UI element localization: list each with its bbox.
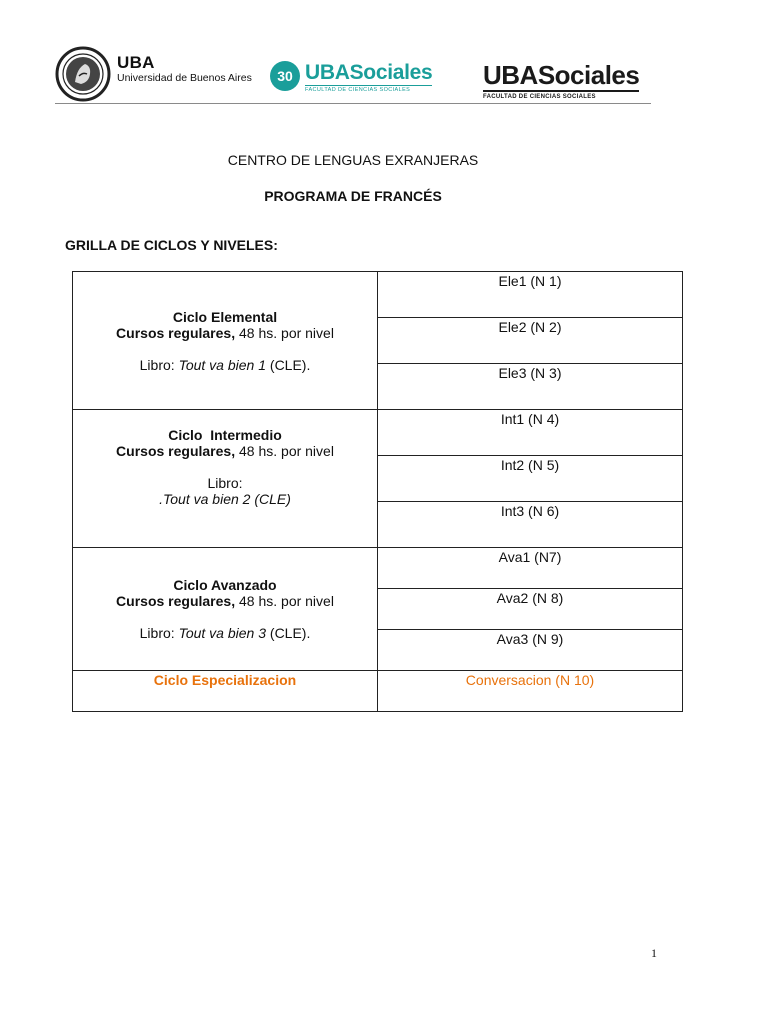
courses-line: Cursos regulares, 48 hs. por nivel (116, 593, 334, 609)
level-cell: Ele1 (N 1) (378, 272, 683, 318)
cycle-elemental-cell (73, 272, 378, 410)
uba-subtitle: Universidad de Buenos Aires (117, 72, 252, 84)
book-label: Libro: (207, 474, 243, 491)
book-title: .Tout va bien 2 (CLE) (159, 490, 291, 507)
level-cell: Int2 (N 5) (378, 456, 683, 502)
courses-line: Cursos regulares, 48 hs. por nivel (116, 442, 334, 459)
level-cell: Ele2 (N 2) (378, 318, 683, 364)
cycle-title: Ciclo Intermedio (168, 426, 282, 443)
cycle-title: Ciclo Elemental (172, 308, 278, 325)
anniversary-number: 30 (277, 68, 293, 84)
level-cell: Ele3 (N 3) (378, 364, 683, 410)
courses-line: Cursos regulares, 48 hs. por nivel (116, 324, 334, 341)
cycle-avanzado-cell (73, 548, 378, 671)
uba-logo-text (117, 54, 252, 85)
level-cell: Conversacion (N 10) (378, 671, 683, 712)
uba-name: UBA (117, 53, 155, 72)
level-cell: Ava2 (N 8) (378, 589, 683, 630)
levels-grid-table (72, 271, 683, 712)
program-title: PROGRAMA DE FRANCÉS (264, 188, 442, 204)
uba-sociales-black-logo (483, 62, 639, 101)
level-cell: Ava1 (N7) (378, 548, 683, 589)
book-line: Libro: Tout va bien 3 (CLE). (139, 625, 311, 641)
uba-sociales-teal-logo (305, 62, 432, 94)
sociales-teal-subtitle: FACULTAD DE CIENCIAS SOCIALES (305, 85, 432, 94)
uba-seal-logo (55, 46, 111, 102)
header-divider (55, 103, 651, 104)
sociales-teal-name: UBASociales (305, 61, 433, 84)
document-title: CENTRO DE LENGUAS EXRANJERAS (227, 152, 479, 168)
cycle-title: Ciclo Especializacion (153, 672, 297, 688)
page-number: 1 (651, 946, 657, 960)
letterhead (55, 40, 651, 104)
level-cell: Int1 (N 4) (378, 410, 683, 456)
sociales-black-name: UBASociales (483, 60, 640, 90)
cycle-title: Ciclo Avanzado (173, 577, 277, 593)
section-heading: GRILLA DE CICLOS Y NIVELES: (65, 237, 278, 253)
level-cell: Ava3 (N 9) (378, 630, 683, 671)
anniversary-30-logo (269, 60, 301, 92)
sociales-black-subtitle: FACULTAD DE CIENCIAS SOCIALES (483, 90, 639, 101)
cycle-intermedio-cell (73, 410, 378, 548)
level-cell: Int3 (N 6) (378, 502, 683, 548)
cycle-especializacion-cell (73, 671, 378, 712)
book-line: Libro: Tout va bien 1 (CLE). (139, 356, 311, 373)
